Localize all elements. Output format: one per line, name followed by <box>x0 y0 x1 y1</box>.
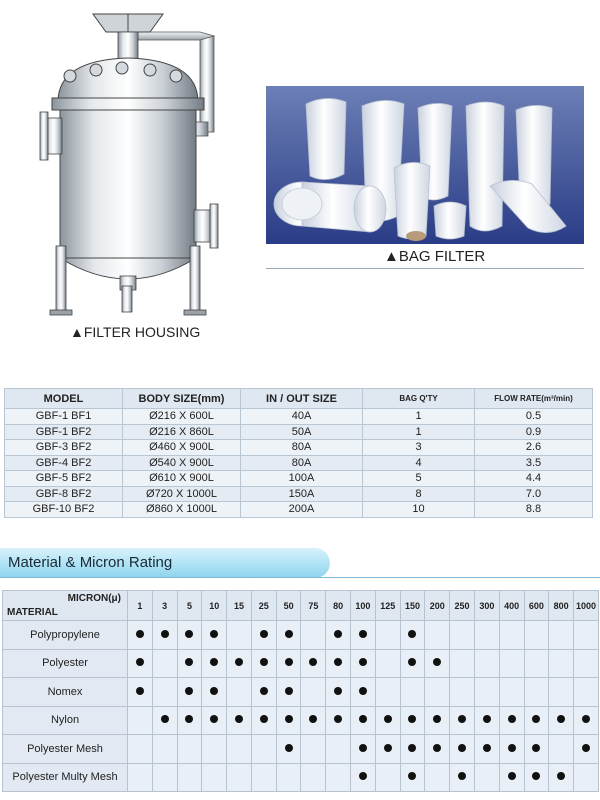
rating-cell <box>574 621 599 650</box>
material-name: Nylon <box>3 706 128 735</box>
rating-dot <box>210 658 218 666</box>
rating-dot <box>359 687 367 695</box>
rating-cell <box>276 678 301 707</box>
rating-dot <box>285 658 293 666</box>
rating-cell <box>251 678 276 707</box>
rating-dot <box>309 715 317 723</box>
rating-cell <box>301 706 326 735</box>
rating-cell <box>499 678 524 707</box>
rating-cell <box>128 763 153 792</box>
rating-cell <box>227 678 252 707</box>
micron-header-25: 25 <box>251 591 276 621</box>
rating-cell <box>474 735 499 764</box>
rating-dot <box>483 715 491 723</box>
spec-cell-body-size: Ø460 X 900L <box>123 440 241 456</box>
rating-cell <box>152 649 177 678</box>
rating-dot <box>161 715 169 723</box>
micron-corner-cell <box>3 591 128 621</box>
rating-cell <box>549 649 574 678</box>
spec-header-body-size: BODY SIZE(mm) <box>123 389 241 409</box>
material-name: Nomex <box>3 678 128 707</box>
rating-cell <box>574 649 599 678</box>
rating-cell <box>375 649 400 678</box>
rating-cell <box>128 706 153 735</box>
material-row <box>3 678 599 707</box>
rating-dot <box>260 658 268 666</box>
rating-cell <box>276 735 301 764</box>
spec-cell-model: GBF-10 BF2 <box>5 502 123 518</box>
rating-cell <box>128 735 153 764</box>
rating-cell <box>152 621 177 650</box>
rating-dot <box>508 772 516 780</box>
rating-cell <box>549 621 574 650</box>
rating-dot <box>408 630 416 638</box>
rating-dot <box>260 687 268 695</box>
rating-cell <box>524 678 549 707</box>
material-row <box>3 735 599 764</box>
rating-cell <box>227 735 252 764</box>
bag-filter-divider <box>266 268 584 269</box>
rating-dot <box>285 715 293 723</box>
rating-dot <box>408 744 416 752</box>
micron-header-600: 600 <box>524 591 549 621</box>
micron-header-800: 800 <box>549 591 574 621</box>
rating-dot <box>384 744 392 752</box>
rating-cell <box>400 706 425 735</box>
micron-rating-table <box>2 590 599 792</box>
rating-dot <box>359 658 367 666</box>
rating-cell <box>425 706 450 735</box>
spec-row <box>5 486 593 502</box>
rating-dot <box>532 715 540 723</box>
rating-cell <box>351 763 376 792</box>
spec-cell-flow-rate: 4.4 <box>475 471 593 487</box>
rating-cell <box>251 621 276 650</box>
rating-cell <box>375 678 400 707</box>
material-name: Polyester <box>3 649 128 678</box>
spec-header-model: MODEL <box>5 389 123 409</box>
spec-cell-bag-qty: 4 <box>363 455 475 471</box>
material-name: Polyester Mesh <box>3 735 128 764</box>
rating-cell <box>301 649 326 678</box>
rating-cell <box>450 621 475 650</box>
rating-cell <box>400 621 425 650</box>
rating-cell <box>499 649 524 678</box>
bag-filter-caption: ▲BAG FILTER <box>384 248 486 265</box>
rating-cell <box>549 678 574 707</box>
spec-cell-in-out-size: 100A <box>241 471 363 487</box>
rating-dot <box>433 744 441 752</box>
rating-cell <box>425 735 450 764</box>
spec-cell-in-out-size: 80A <box>241 440 363 456</box>
rating-dot <box>359 630 367 638</box>
spec-row <box>5 502 593 518</box>
filter-housing-caption: ▲FILTER HOUSING <box>70 324 201 340</box>
rating-dot <box>210 715 218 723</box>
spec-cell-flow-rate: 0.5 <box>475 409 593 425</box>
rating-dot <box>185 715 193 723</box>
micron-header-200: 200 <box>425 591 450 621</box>
rating-dot <box>334 715 342 723</box>
rating-dot <box>508 744 516 752</box>
rating-dot <box>260 630 268 638</box>
rating-cell <box>351 706 376 735</box>
spec-cell-model: GBF-4 BF2 <box>5 455 123 471</box>
rating-cell <box>351 678 376 707</box>
rating-cell <box>251 763 276 792</box>
rating-dot <box>161 630 169 638</box>
rating-cell <box>425 763 450 792</box>
micron-header-75: 75 <box>301 591 326 621</box>
rating-dot <box>235 715 243 723</box>
micron-axis-label: MICRON(μ) <box>67 593 121 604</box>
rating-cell <box>499 621 524 650</box>
spec-cell-in-out-size: 80A <box>241 455 363 471</box>
rating-cell <box>227 621 252 650</box>
rating-dot <box>185 658 193 666</box>
rating-cell <box>400 678 425 707</box>
rating-cell <box>375 735 400 764</box>
material-name: Polypropylene <box>3 621 128 650</box>
rating-cell <box>128 678 153 707</box>
rating-cell <box>251 735 276 764</box>
micron-header-300: 300 <box>474 591 499 621</box>
rating-cell <box>499 706 524 735</box>
rating-dot <box>408 715 416 723</box>
rating-cell <box>326 735 351 764</box>
rating-cell <box>202 649 227 678</box>
rating-dot <box>532 772 540 780</box>
spec-row <box>5 440 593 456</box>
material-row <box>3 621 599 650</box>
spec-cell-bag-qty: 8 <box>363 486 475 502</box>
rating-cell <box>202 763 227 792</box>
filter-housing-illustration <box>38 10 228 322</box>
spec-header-bag-qty: BAG Q'TY <box>363 389 475 409</box>
spec-cell-in-out-size: 40A <box>241 409 363 425</box>
rating-dot <box>384 715 392 723</box>
spec-row <box>5 409 593 425</box>
rating-cell <box>301 621 326 650</box>
rating-dot <box>334 658 342 666</box>
micron-header-125: 125 <box>375 591 400 621</box>
spec-cell-bag-qty: 10 <box>363 502 475 518</box>
material-row <box>3 649 599 678</box>
rating-cell <box>276 649 301 678</box>
rating-cell <box>177 649 202 678</box>
rating-dot <box>309 658 317 666</box>
rating-dot <box>359 744 367 752</box>
rating-cell <box>351 621 376 650</box>
rating-dot <box>458 772 466 780</box>
rating-dot <box>557 772 565 780</box>
material-axis-label: MATERIAL <box>7 607 58 618</box>
micron-header-15: 15 <box>227 591 252 621</box>
spec-cell-bag-qty: 1 <box>363 424 475 440</box>
rating-cell <box>425 621 450 650</box>
rating-cell <box>474 763 499 792</box>
bag-filter-photo <box>266 86 584 244</box>
rating-cell <box>276 621 301 650</box>
micron-header-1: 1 <box>128 591 153 621</box>
micron-header-10: 10 <box>202 591 227 621</box>
rating-cell <box>251 706 276 735</box>
section-banner-line <box>0 577 600 578</box>
rating-cell <box>326 706 351 735</box>
rating-cell <box>351 649 376 678</box>
rating-cell <box>574 706 599 735</box>
rating-cell <box>227 763 252 792</box>
rating-cell <box>326 649 351 678</box>
rating-dot <box>136 687 144 695</box>
rating-dot <box>359 772 367 780</box>
spec-row <box>5 455 593 471</box>
micron-header-80: 80 <box>326 591 351 621</box>
rating-cell <box>128 621 153 650</box>
spec-cell-flow-rate: 2.6 <box>475 440 593 456</box>
rating-dot <box>582 715 590 723</box>
spec-header-flow-rate: FLOW RATE(m³/min) <box>475 389 593 409</box>
spec-cell-flow-rate: 7.0 <box>475 486 593 502</box>
rating-dot <box>408 772 416 780</box>
rating-cell <box>326 678 351 707</box>
spec-cell-flow-rate: 0.9 <box>475 424 593 440</box>
rating-dot <box>285 687 293 695</box>
spec-cell-model: GBF-1 BF2 <box>5 424 123 440</box>
rating-cell <box>276 706 301 735</box>
rating-cell <box>425 678 450 707</box>
micron-header-1000: 1000 <box>574 591 599 621</box>
rating-cell <box>375 763 400 792</box>
rating-cell <box>499 763 524 792</box>
rating-cell <box>450 678 475 707</box>
rating-cell <box>549 706 574 735</box>
rating-cell <box>202 706 227 735</box>
spec-cell-body-size: Ø860 X 1000L <box>123 502 241 518</box>
rating-cell <box>301 678 326 707</box>
rating-cell <box>227 706 252 735</box>
material-row <box>3 706 599 735</box>
rating-cell <box>450 649 475 678</box>
rating-cell <box>152 678 177 707</box>
rating-cell <box>474 678 499 707</box>
rating-cell <box>251 649 276 678</box>
rating-dot <box>557 715 565 723</box>
micron-header-250: 250 <box>450 591 475 621</box>
rating-cell <box>474 621 499 650</box>
spec-table <box>4 388 593 518</box>
rating-dot <box>359 715 367 723</box>
rating-cell <box>524 735 549 764</box>
spec-cell-model: GBF-5 BF2 <box>5 471 123 487</box>
rating-dot <box>334 687 342 695</box>
spec-cell-bag-qty: 1 <box>363 409 475 425</box>
rating-dot <box>433 658 441 666</box>
material-row <box>3 763 599 792</box>
rating-cell <box>574 735 599 764</box>
rating-cell <box>574 678 599 707</box>
rating-dot <box>210 630 218 638</box>
rating-cell <box>524 621 549 650</box>
rating-cell <box>574 763 599 792</box>
spec-cell-flow-rate: 8.8 <box>475 502 593 518</box>
rating-cell <box>177 706 202 735</box>
rating-cell <box>202 621 227 650</box>
rating-cell <box>474 706 499 735</box>
rating-cell <box>524 763 549 792</box>
micron-header-400: 400 <box>499 591 524 621</box>
micron-header-row <box>3 591 599 621</box>
rating-cell <box>351 735 376 764</box>
rating-cell <box>202 678 227 707</box>
rating-dot <box>136 658 144 666</box>
rating-cell <box>152 706 177 735</box>
spec-cell-model: GBF-1 BF1 <box>5 409 123 425</box>
rating-cell <box>450 763 475 792</box>
rating-cell <box>400 649 425 678</box>
rating-cell <box>227 649 252 678</box>
rating-cell <box>177 678 202 707</box>
spec-cell-body-size: Ø540 X 900L <box>123 455 241 471</box>
section-banner <box>0 548 600 578</box>
spec-cell-model: GBF-3 BF2 <box>5 440 123 456</box>
rating-dot <box>408 658 416 666</box>
rating-cell <box>450 706 475 735</box>
micron-header-5: 5 <box>177 591 202 621</box>
rating-cell <box>276 763 301 792</box>
spec-cell-body-size: Ø720 X 1000L <box>123 486 241 502</box>
spec-cell-in-out-size: 200A <box>241 502 363 518</box>
section-title: Material & Micron Rating <box>8 554 173 571</box>
micron-header-50: 50 <box>276 591 301 621</box>
rating-cell <box>128 649 153 678</box>
rating-cell <box>425 649 450 678</box>
rating-cell <box>326 763 351 792</box>
rating-cell <box>375 706 400 735</box>
rating-dot <box>260 715 268 723</box>
rating-cell <box>177 735 202 764</box>
spec-cell-model: GBF-8 BF2 <box>5 486 123 502</box>
rating-cell <box>152 735 177 764</box>
rating-cell <box>400 763 425 792</box>
rating-cell <box>177 621 202 650</box>
rating-cell <box>202 735 227 764</box>
rating-dot <box>285 744 293 752</box>
rating-cell <box>301 763 326 792</box>
rating-cell <box>549 735 574 764</box>
micron-header-150: 150 <box>400 591 425 621</box>
material-name: Polyester Multy Mesh <box>3 763 128 792</box>
rating-dot <box>458 715 466 723</box>
rating-dot <box>532 744 540 752</box>
rating-dot <box>136 630 144 638</box>
rating-dot <box>334 630 342 638</box>
spec-row <box>5 471 593 487</box>
rating-dot <box>235 658 243 666</box>
micron-header-3: 3 <box>152 591 177 621</box>
spec-cell-bag-qty: 5 <box>363 471 475 487</box>
rating-cell <box>499 735 524 764</box>
rating-cell <box>400 735 425 764</box>
rating-cell <box>450 735 475 764</box>
rating-cell <box>375 621 400 650</box>
rating-dot <box>185 630 193 638</box>
rating-cell <box>524 706 549 735</box>
rating-cell <box>524 649 549 678</box>
rating-dot <box>210 687 218 695</box>
rating-dot <box>458 744 466 752</box>
rating-dot <box>185 687 193 695</box>
rating-cell <box>549 763 574 792</box>
spec-cell-bag-qty: 3 <box>363 440 475 456</box>
rating-cell <box>177 763 202 792</box>
rating-dot <box>582 744 590 752</box>
rating-dot <box>285 630 293 638</box>
spec-cell-flow-rate: 3.5 <box>475 455 593 471</box>
spec-row <box>5 424 593 440</box>
micron-header-100: 100 <box>351 591 376 621</box>
rating-dot <box>508 715 516 723</box>
rating-cell <box>474 649 499 678</box>
rating-dot <box>433 715 441 723</box>
spec-cell-in-out-size: 50A <box>241 424 363 440</box>
rating-dot <box>483 744 491 752</box>
spec-header-in-out-size: IN / OUT SIZE <box>241 389 363 409</box>
spec-cell-body-size: Ø216 X 860L <box>123 424 241 440</box>
rating-cell <box>152 763 177 792</box>
rating-cell <box>326 621 351 650</box>
spec-cell-body-size: Ø216 X 600L <box>123 409 241 425</box>
spec-cell-in-out-size: 150A <box>241 486 363 502</box>
rating-cell <box>301 735 326 764</box>
spec-cell-body-size: Ø610 X 900L <box>123 471 241 487</box>
spec-header-row <box>5 389 593 409</box>
